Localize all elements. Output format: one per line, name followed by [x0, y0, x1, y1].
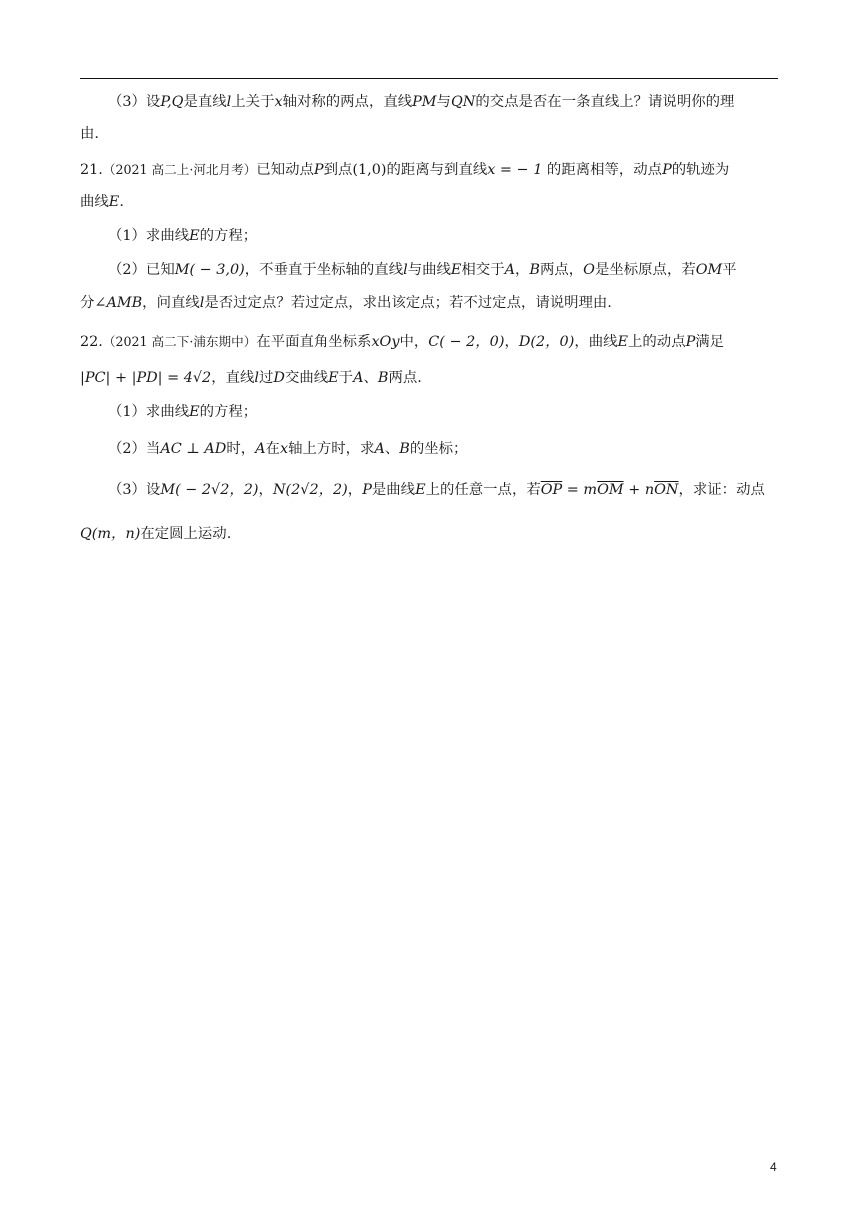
text-run: + n: [623, 482, 655, 498]
text-run: （2）当: [108, 441, 161, 457]
text-run: 的轨迹为: [671, 162, 730, 178]
text-run: 上的任意一点，若: [425, 482, 541, 498]
text-run: M( − 2√2，2): [160, 482, 259, 498]
text-run: 已知动点: [256, 162, 314, 178]
text-run: （1）求曲线: [108, 228, 190, 244]
text-run: P: [685, 334, 696, 350]
vector-OP: $\overline{OP}$: [540, 482, 563, 498]
text-run: 是否过定点？若过定点，求出该定点；若不过定点，请说明理由.: [204, 295, 612, 311]
text-run: 的距离与到直线: [386, 162, 488, 178]
text-run: A: [353, 370, 364, 386]
text-run: 在定圆上运动.: [140, 526, 232, 542]
text-run: P: [362, 482, 372, 498]
text-run: |PC| + |PD| = 4√2: [80, 370, 212, 386]
problem-21-part-2-line1: [108, 258, 737, 282]
text-run: 曲线: [80, 194, 109, 210]
text-run: ，直线: [211, 370, 255, 386]
text-run: D: [273, 370, 285, 386]
text-run: 是坐标原点，若: [594, 262, 696, 278]
text-run: B: [377, 370, 389, 386]
text-run: OM: [695, 262, 723, 278]
text-run: .: [119, 194, 124, 210]
text-run: l: [199, 295, 205, 311]
text-run: ，: [504, 334, 519, 350]
text-run: 交曲线: [284, 370, 329, 386]
text-run: E: [189, 228, 200, 244]
text-run: 由.: [80, 126, 99, 142]
text-run: N(2√2，2): [272, 482, 348, 498]
text-run: 上关于: [231, 94, 275, 110]
text-run: ，不垂直于坐标轴的直线: [244, 262, 404, 278]
text-run: ,: [167, 94, 172, 110]
text-run: 时，: [226, 441, 256, 457]
text-run: x: [274, 94, 283, 110]
problem-21-stem-line2: [80, 190, 124, 214]
text-run: Q(m，n): [80, 526, 141, 542]
text-run: (1,0): [352, 162, 387, 178]
text-run: x = − 1: [487, 162, 543, 178]
text-run: 的方程；: [199, 404, 258, 420]
text-run: Q: [171, 94, 184, 110]
text-run: 平: [722, 262, 737, 278]
text-run: ，曲线: [574, 334, 618, 350]
text-run: 与曲线: [407, 262, 451, 278]
problem-21-part-2-line2: [80, 291, 612, 315]
text-run: E: [108, 194, 120, 210]
problem-20-part-3-line1: [108, 90, 734, 114]
problem-number: 22.: [80, 334, 103, 350]
text-run: 在: [265, 441, 280, 457]
text-run: B: [529, 262, 540, 278]
text-run: E: [450, 262, 462, 278]
text-run: （2）已知: [108, 262, 175, 278]
text-run: 轴上方时，求: [288, 441, 375, 457]
text-run: ，问直线: [142, 295, 200, 311]
text-run: = m: [562, 482, 598, 498]
text-run: xOy: [371, 334, 400, 350]
problem-21-part-1: [108, 224, 257, 248]
text-run: 的方程；: [199, 228, 258, 244]
text-run: 中，: [399, 334, 429, 350]
problem-22-part-3-line1: [108, 478, 765, 502]
text-run: P: [313, 162, 324, 178]
text-run: 的距离相等，动点: [542, 162, 663, 178]
text-run: ∠AMB: [94, 295, 143, 311]
text-run: E: [617, 334, 629, 350]
text-run: E: [415, 482, 426, 498]
text-run: E: [189, 404, 200, 420]
text-run: 于: [338, 370, 354, 386]
text-run: E: [328, 370, 339, 386]
text-run: ，求证：动点: [678, 482, 765, 498]
text-run: l: [254, 370, 259, 386]
header-rule: [80, 78, 778, 79]
text-run: ，: [515, 262, 530, 278]
text-run: （3）设: [108, 482, 161, 498]
text-run: 、: [384, 441, 400, 457]
text-run: A: [255, 441, 266, 457]
problem-number: 21.: [80, 162, 103, 178]
text-run: P: [160, 94, 168, 110]
text-run: P: [662, 162, 672, 178]
text-run: 是曲线: [371, 482, 416, 498]
text-run: ，: [258, 482, 273, 498]
text-run: 的坐标；: [409, 441, 468, 457]
text-run: 上的动点: [628, 334, 686, 350]
problem-22-stem-line2: [80, 366, 422, 390]
text-run: QN: [450, 94, 476, 110]
problem-22-part-2: [108, 437, 467, 461]
text-run: 两点，: [539, 262, 584, 278]
text-run: x: [279, 441, 289, 457]
text-run: PM: [412, 94, 437, 110]
problem-source: （2021 高二上·河北月考）: [102, 162, 257, 177]
vector-ON: $\overline{ON}$: [654, 482, 679, 498]
problem-21-stem-line1: [80, 158, 729, 182]
text-run: 到点: [323, 162, 353, 178]
text-run: AC ⊥ AD: [160, 441, 227, 457]
text-run: 满足: [695, 334, 725, 350]
text-run: B: [399, 441, 410, 457]
text-run: l: [226, 94, 232, 110]
text-run: A: [504, 262, 515, 278]
text-run: （1）求曲线: [108, 404, 190, 420]
text-run: O: [583, 262, 595, 278]
text-run: M( − 3,0): [174, 262, 245, 278]
vector-OM: $\overline{OM}$: [597, 482, 624, 498]
problem-22-part-1: [108, 400, 257, 424]
text-run: 是直线: [183, 94, 227, 110]
text-run: 与: [436, 94, 451, 110]
problem-22-stem-line1: [80, 330, 724, 354]
text-run: A: [374, 441, 385, 457]
text-run: （3）设: [108, 94, 161, 110]
problem-22-part-3-line2: [80, 522, 231, 546]
text-run: l: [403, 262, 408, 278]
text-run: 、: [363, 370, 378, 386]
text-run: 轴对称的两点，直线: [282, 94, 413, 110]
text-run: 相交于: [461, 262, 505, 278]
text-run: 的交点是否在一条直线上？请说明你的理: [475, 94, 735, 110]
problem-source: （2021 高二下·浦东期中）: [102, 334, 257, 349]
text-run: 在平面直角坐标系: [256, 334, 372, 350]
text-run: D(2，0): [518, 334, 575, 350]
page-number: 4: [770, 1160, 777, 1174]
text-run: 分: [80, 295, 95, 311]
text-run: 过: [259, 370, 274, 386]
text-run: ，: [347, 482, 363, 498]
text-run: 两点.: [388, 370, 422, 386]
text-run: C( − 2，0): [428, 334, 505, 350]
problem-20-part-3-line2: [80, 122, 99, 146]
